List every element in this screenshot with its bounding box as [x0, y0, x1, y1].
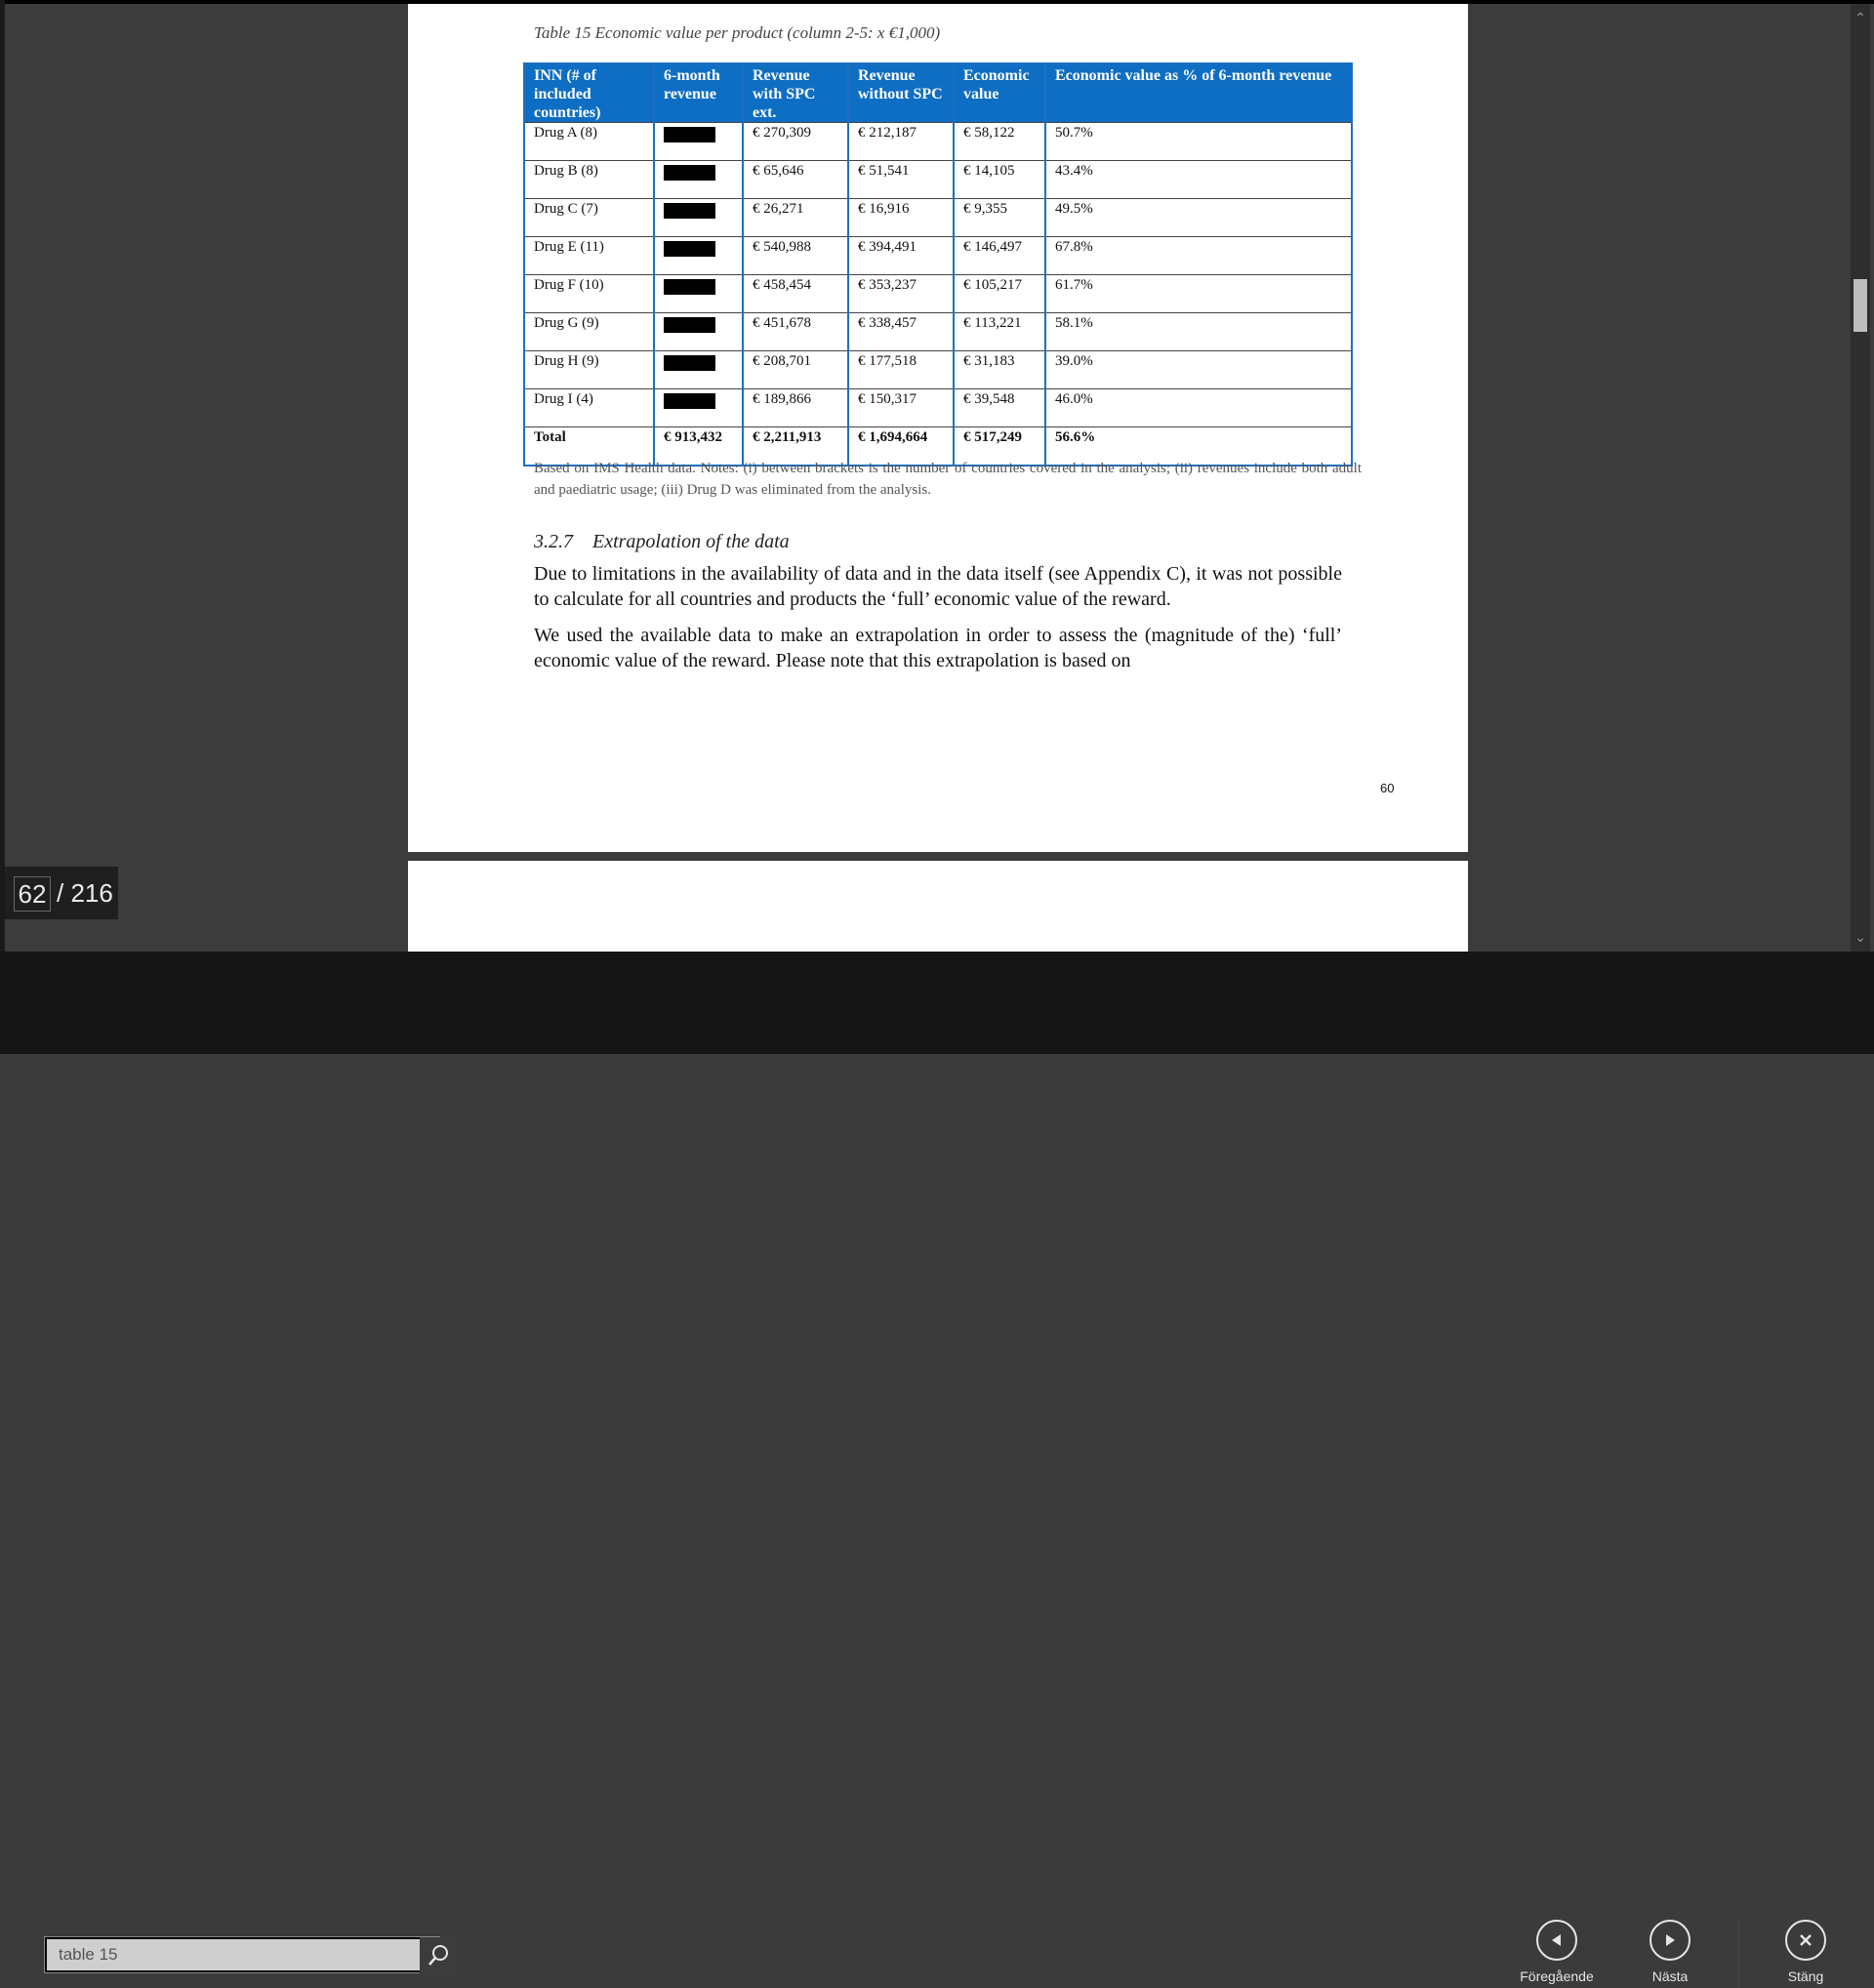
previous-icon: [1536, 1920, 1577, 1961]
with-spc-cell: € 65,646: [743, 161, 848, 199]
redacted-cell: [654, 351, 743, 389]
without-spc-cell: € 16,916: [848, 199, 954, 237]
total-pct: 56.6%: [1045, 427, 1352, 467]
column-header: Economic value: [954, 63, 1045, 123]
total-pages: / 216: [57, 878, 113, 908]
document-viewer: [0, 0, 1874, 952]
inn-cell: Drug F (10): [524, 275, 654, 313]
with-spc-cell: € 270,309: [743, 123, 848, 161]
total-six-month: € 913,432: [654, 427, 743, 467]
econ-cell: € 58,122: [954, 123, 1045, 161]
close-button[interactable]: [1757, 1920, 1854, 1984]
inn-cell: Drug E (11): [524, 237, 654, 275]
total-with-spc: € 2,211,913: [743, 427, 848, 467]
divider: [1738, 1920, 1739, 1988]
redaction-bar: [664, 127, 715, 142]
inn-cell: Drug G (9): [524, 313, 654, 351]
without-spc-cell: € 51,541: [848, 161, 954, 199]
table-row: [524, 351, 1352, 389]
previous-button[interactable]: [1508, 1920, 1606, 1984]
pct-cell: 61.7%: [1045, 275, 1352, 313]
redaction-bar: [664, 355, 715, 371]
pct-cell: 43.4%: [1045, 161, 1352, 199]
page-counter: [5, 867, 118, 919]
column-header: Economic value as % of 6-month revenue: [1045, 63, 1352, 123]
search-button[interactable]: [420, 1937, 457, 1974]
table-note: Based on IMS Health data. Notes: (i) between brackets is the number of countries covered in the analysis; (ii) revenues include both adult and paediatric usage; (iii) Drug D was eliminated from the analysis.: [534, 461, 1362, 498]
bottom-app-bar: [0, 952, 1874, 1984]
next-page-preview: [408, 861, 1468, 952]
with-spc-cell: € 208,701: [743, 351, 848, 389]
with-spc-cell: € 458,454: [743, 275, 848, 313]
without-spc-cell: € 353,237: [848, 275, 954, 313]
inn-cell: Drug I (4): [524, 389, 654, 427]
redacted-cell: [654, 275, 743, 313]
pct-cell: 39.0%: [1045, 351, 1352, 389]
section-number: 3.2.7: [534, 531, 573, 552]
with-spc-cell: € 26,271: [743, 199, 848, 237]
table-caption: Table 15 Economic value per product (column 2-5: x €1,000): [534, 23, 941, 42]
table-row: [524, 237, 1352, 275]
inn-cell: Drug A (8): [524, 123, 654, 161]
redacted-cell: [654, 161, 743, 199]
economic-value-table: [523, 62, 1353, 467]
econ-cell: € 31,183: [954, 351, 1045, 389]
without-spc-cell: € 177,518: [848, 351, 954, 389]
total-label: Total: [524, 427, 654, 467]
body-paragraph: We used the available data to make an extrapolation in order to assess the (magnitude of the) ‘full’ economic value of the reward. Please note that this extrapolation is based on: [534, 625, 1342, 671]
econ-cell: € 39,548: [954, 389, 1045, 427]
scroll-down-arrow-icon[interactable]: ⌄: [1854, 929, 1866, 945]
section-heading: [534, 531, 790, 553]
econ-cell: € 105,217: [954, 275, 1045, 313]
table-row: [524, 123, 1352, 161]
search-input[interactable]: table 15: [45, 1937, 439, 1972]
redaction-bar: [664, 317, 715, 333]
redaction-bar: [664, 165, 715, 181]
table-row: [524, 313, 1352, 351]
total-econ: € 517,249: [954, 427, 1045, 467]
scroll-thumb[interactable]: [1854, 279, 1867, 332]
inn-cell: Drug C (7): [524, 199, 654, 237]
with-spc-cell: € 189,866: [743, 389, 848, 427]
without-spc-cell: € 338,457: [848, 313, 954, 351]
with-spc-cell: € 540,988: [743, 237, 848, 275]
next-button[interactable]: [1621, 1920, 1719, 1984]
column-header: Revenue without SPC: [848, 63, 954, 123]
pct-cell: 67.8%: [1045, 237, 1352, 275]
page-number: 60: [1380, 781, 1395, 795]
scroll-up-arrow-icon[interactable]: ⌃: [1854, 10, 1866, 25]
redacted-cell: [654, 237, 743, 275]
without-spc-cell: € 150,317: [848, 389, 954, 427]
next-icon: [1650, 1920, 1691, 1961]
with-spc-cell: € 451,678: [743, 313, 848, 351]
close-icon: [1785, 1920, 1826, 1961]
document-page: [408, 4, 1468, 852]
redaction-bar: [664, 241, 715, 257]
current-page-field[interactable]: 62: [14, 876, 51, 912]
table-header-row: [524, 63, 1352, 123]
inn-cell: Drug H (9): [524, 351, 654, 389]
vertical-scrollbar[interactable]: [1851, 4, 1870, 952]
pct-cell: 49.5%: [1045, 199, 1352, 237]
redaction-bar: [664, 203, 715, 219]
inn-cell: Drug B (8): [524, 161, 654, 199]
total-without-spc: € 1,694,664: [848, 427, 954, 467]
table-row: [524, 275, 1352, 313]
search-icon: [420, 1937, 457, 1974]
redacted-cell: [654, 313, 743, 351]
table-row: [524, 389, 1352, 427]
without-spc-cell: € 212,187: [848, 123, 954, 161]
redaction-bar: [664, 279, 715, 295]
without-spc-cell: € 394,491: [848, 237, 954, 275]
pct-cell: 46.0%: [1045, 389, 1352, 427]
econ-cell: € 14,105: [954, 161, 1045, 199]
econ-cell: € 9,355: [954, 199, 1045, 237]
redacted-cell: [654, 199, 743, 237]
next-label: Nästa: [1651, 1968, 1689, 1984]
redaction-bar: [664, 393, 715, 409]
table-row: [524, 161, 1352, 199]
pct-cell: 58.1%: [1045, 313, 1352, 351]
column-header: INN (# of included countries): [524, 63, 654, 123]
close-label: Stäng: [1787, 1968, 1824, 1984]
pct-cell: 50.7%: [1045, 123, 1352, 161]
econ-cell: € 146,497: [954, 237, 1045, 275]
econ-cell: € 113,221: [954, 313, 1045, 351]
section-title: Extrapolation of the data: [592, 531, 790, 552]
column-header: Revenue with SPC ext.: [743, 63, 848, 123]
redacted-cell: [654, 123, 743, 161]
body-paragraph: Due to limitations in the availability of data and in the data itself (see Appendix C), it was not possible to calculate for all countries and products the ‘full’ economic value of the reward.: [534, 563, 1342, 610]
previous-label: Föregående: [1520, 1968, 1594, 1984]
redacted-cell: [654, 389, 743, 427]
column-header: 6-month revenue: [654, 63, 743, 123]
table-row: [524, 199, 1352, 237]
left-edge: [0, 0, 5, 952]
